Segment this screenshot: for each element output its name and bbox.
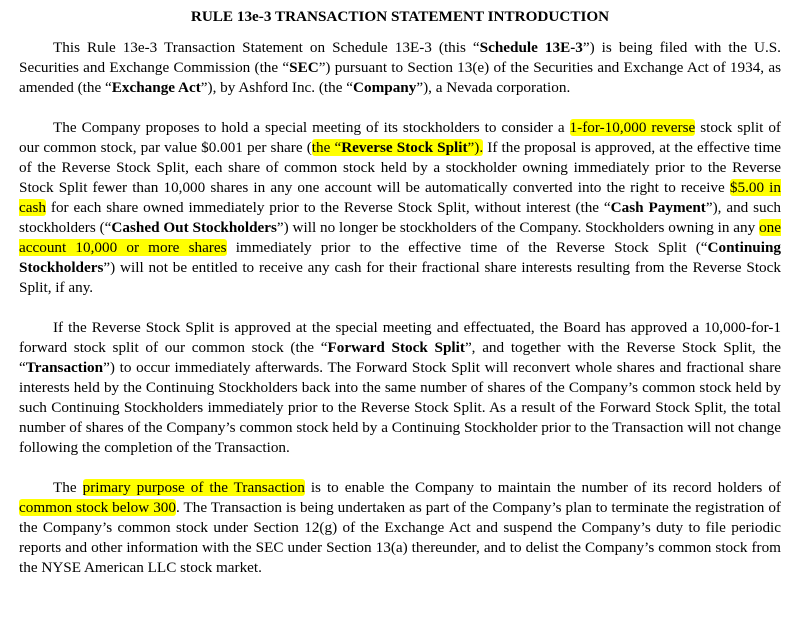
text-run: ”) is being filed with the U.S. Securities and Exchange Commission (the “ — [19, 39, 781, 76]
text-run: ”) will no longer be stockholders of the Company. Stockholders owning in any — [276, 219, 760, 236]
highlight-share-threshold: one account 10,000 or more shares — [19, 219, 782, 256]
defined-term-cashed-out-stockholders: Cashed Out Stockholders — [111, 219, 277, 236]
defined-term-transaction: Transaction — [25, 359, 104, 376]
defined-term-continuing-stockholders: Continuing Stockholders — [19, 239, 781, 276]
text-run: ”), a Nevada corporation. — [416, 79, 571, 96]
text-run: . The Transaction is being undertaken as part of the Company’s plan to terminate the registration of the Company’s common stock under Section 12(g) of the Exchange Act and suspend the Company’s duty to file periodic reports and other information with the SEC under Section 13(a) thereunder, and to delist the Company’s common stock from the NYSE American LLC stock market. — [19, 499, 781, 576]
text-run: ”) to occur immediately afterwards. The Forward Stock Split will reconvert whole shares and fractional share interests held by the Continuing Stockholders back into the same number of shares of the Company’s common stock held by such Continuing Stockholders immediately prior to the Reverse Stock Split. As a result of the Forward Stock Split, the total number of shares of the Company’s common stock held by a Continuing Stockholder prior to the Transaction will not change following the completion of the Transaction. — [19, 359, 781, 456]
paragraph-purpose — [19, 478, 781, 578]
document — [19, 6, 781, 578]
text-run: ”), by Ashford Inc. (the “ — [200, 79, 354, 96]
text-run: for each share owned immediately prior to the Reverse Stock Split, without interest (the “ — [46, 199, 611, 216]
text-run: If the Reverse Stock Split is approved at the special meeting and effectuated, the Board has approved a 10,000-for-1 forward stock split of our common stock (the “ — [19, 319, 781, 356]
text-run: is to enable the Company to maintain the number of its record holders of — [304, 479, 781, 496]
defined-term-schedule-13e-3: Schedule 13E-3 — [479, 39, 583, 56]
highlight-cash-amount: $5.00 in cash — [19, 179, 781, 216]
defined-term-reverse-stock-split: Reverse Stock Split — [341, 139, 468, 156]
text-run: immediately prior to the effective time of the Reverse Stock Split (“ — [226, 239, 708, 256]
text-run: ”) will not be entitled to receive any cash for their fractional share interests resulting from the Reverse Stock Split, if any. — [19, 259, 781, 296]
text-run: stock split of our common stock, par value $0.001 per share ( — [19, 119, 781, 156]
highlight-record-holders-limit: common stock below 300 — [19, 499, 176, 516]
text-run: ”, and together with the Reverse Stock Split, the “ — [19, 339, 781, 376]
defined-term-cash-payment: Cash Payment — [610, 199, 706, 216]
text-run: ”). — [467, 139, 484, 156]
text-run: the “ — [311, 139, 342, 156]
defined-term-exchange-act: Exchange Act — [111, 79, 201, 96]
defined-term-sec: SEC — [289, 59, 319, 76]
defined-term-forward-stock-split: Forward Stock Split — [327, 339, 465, 356]
text-run: The — [53, 479, 83, 496]
highlight-reverse-stock-split — [312, 139, 483, 156]
text-run: If the proposal is approved, at the effective time of the Reverse Stock Split, each share of common stock held by a stockholder owning immediately prior to the Reverse Stock Split fewer than 10,000 shares in any one account will be automatically converted into the right to receive — [19, 139, 781, 196]
paragraph-intro — [19, 38, 781, 98]
highlight-reverse-ratio: 1-for-10,000 reverse — [569, 119, 696, 136]
text-run: The Company proposes to hold a special meeting of its stockholders to consider a — [53, 119, 570, 136]
highlight-primary-purpose: primary purpose of the Transaction — [82, 479, 305, 496]
text-run: This Rule 13e-3 Transaction Statement on Schedule 13E-3 (this “ — [53, 39, 480, 56]
paragraph-reverse-split — [19, 118, 781, 298]
text-run: ”), and such stockholders (“ — [19, 199, 781, 236]
text-run: ”) pursuant to Section 13(e) of the Securities and Exchange Act of 1934, as amended (the “ — [19, 59, 782, 96]
paragraph-forward-split — [19, 318, 781, 458]
defined-term-company: Company — [353, 79, 417, 96]
document-title: RULE 13e-3 TRANSACTION STATEMENT INTRODUCTION — [190, 8, 610, 25]
